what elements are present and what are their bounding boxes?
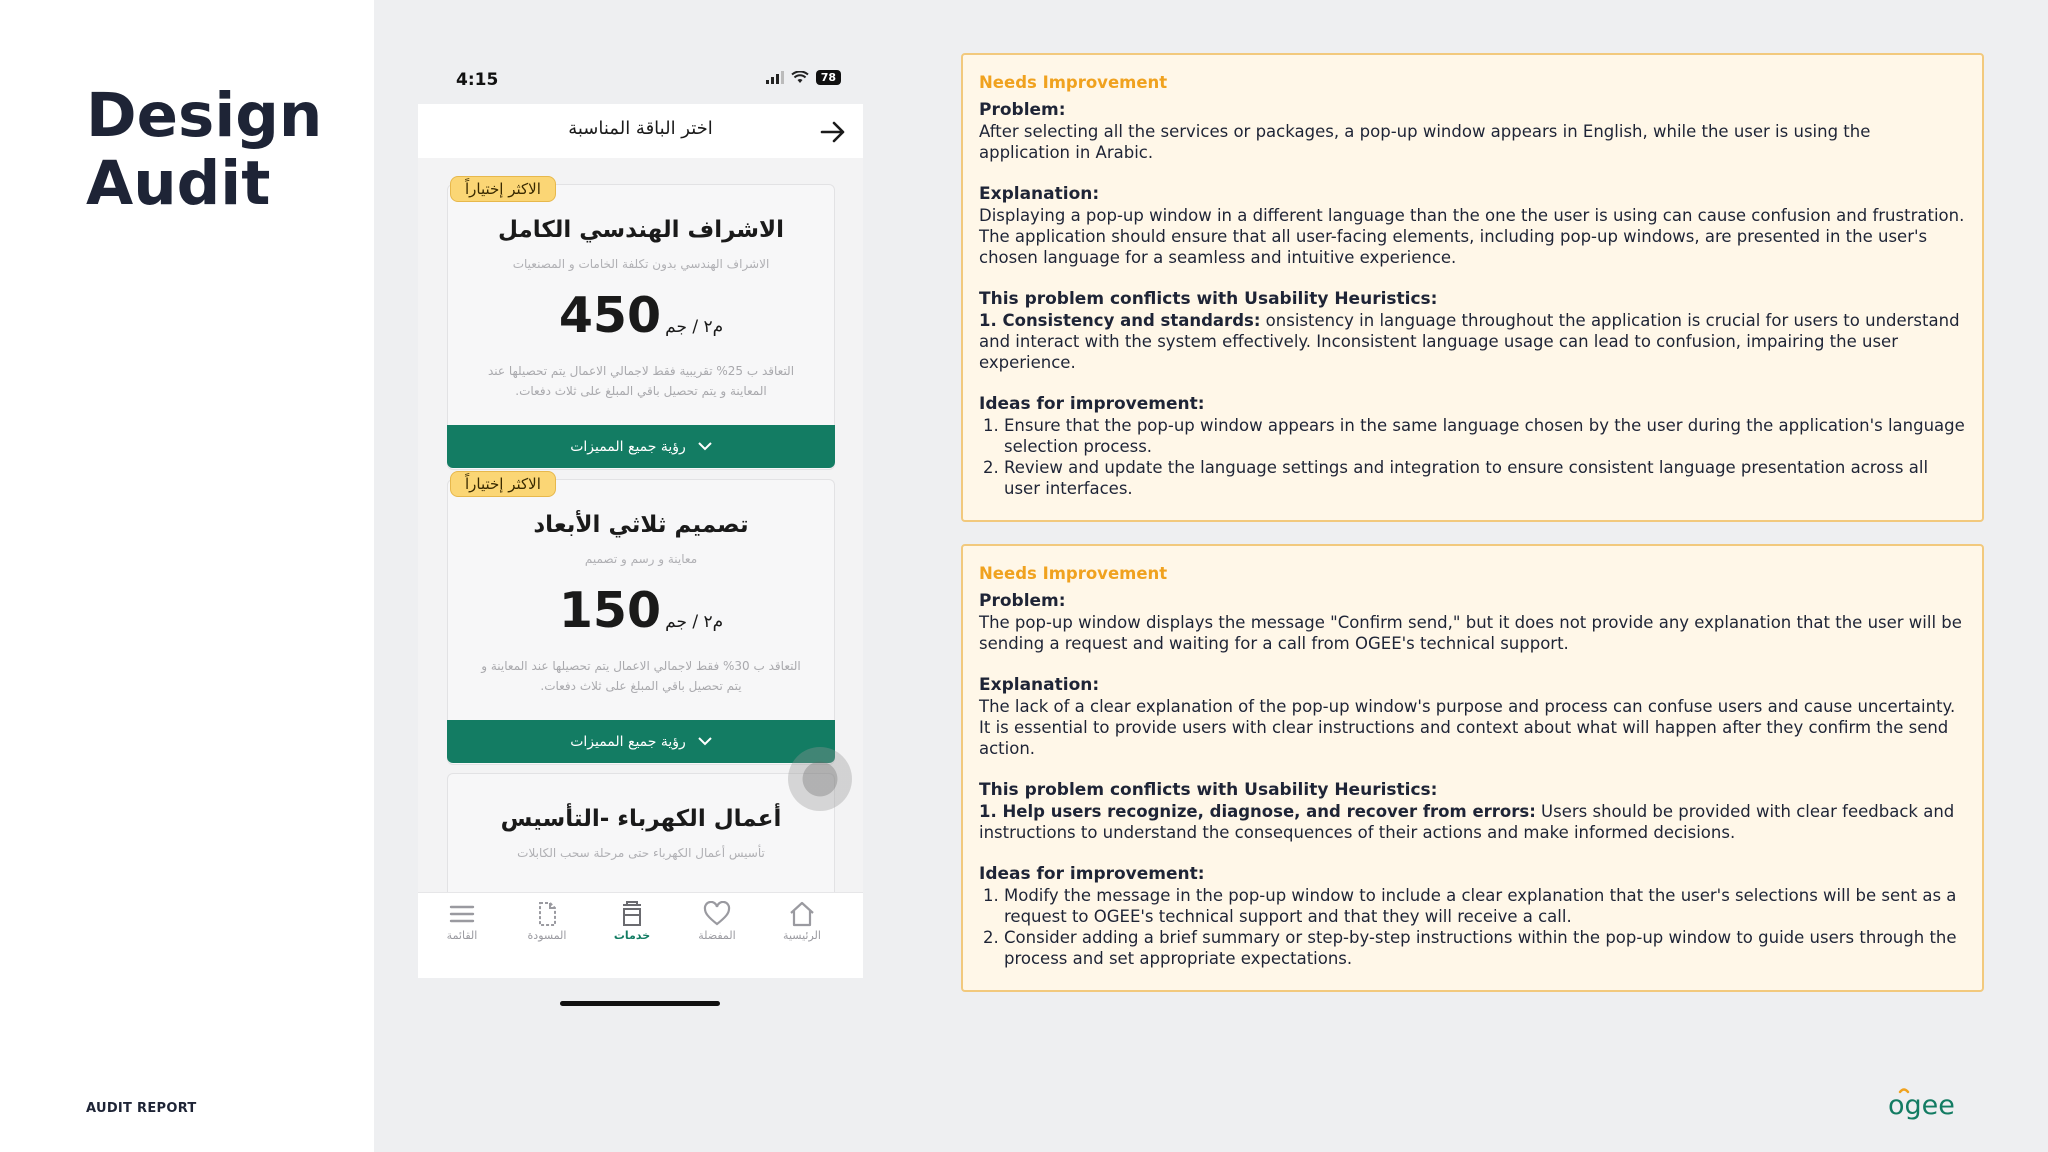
cellular-signal-icon (766, 71, 784, 84)
conflict-heading: This problem conflicts with Usability Heuristics: (979, 289, 1438, 309)
left-panel (0, 0, 374, 1152)
problem-heading: Problem: (979, 591, 1066, 611)
tab-draft[interactable] (512, 901, 582, 942)
most-chosen-badge: الاكثر إختياراً (450, 471, 556, 497)
tab-label: المفضلة (698, 929, 736, 942)
status-icons (766, 70, 841, 85)
explanation-text: Displaying a pop-up window in a different language than the one the user is using can cause confusion and frustration. The application should ensure that all user-facing elements, including pop-up windows, are presented in the user's chosen language for a seamless and intuitive experience. (979, 206, 1965, 267)
title-line-1: Design (86, 80, 323, 151)
feedback-box (961, 53, 1984, 522)
tab-label: المسودة (527, 929, 567, 942)
status-tag: Needs Improvement (979, 73, 1168, 92)
package-note-line: التعاقد ب 30% فقط لاجمالي الاعمال يتم تحصيلها عند المعاينة و (481, 659, 801, 673)
logo-text: ogee (1888, 1090, 1955, 1121)
battery-icon: 78 (816, 70, 841, 85)
package-price (448, 582, 834, 639)
app-header-title: اختر الباقة المناسبة (568, 118, 713, 139)
most-chosen-badge: الاكثر إختياراً (450, 176, 556, 202)
heuristic-description: Users should be provided with clear feedback and instructions to understand the consequences of their actions and make informed decisions. (979, 802, 1955, 842)
features-button-label: رؤية جميع المميزات (570, 733, 686, 750)
view-all-features-button[interactable] (447, 425, 835, 468)
package-subtitle: الاشراف الهندسي بدون تكلفة الخامات و المصنعيات (512, 257, 770, 271)
services-icon (618, 901, 646, 927)
home-icon (788, 901, 816, 927)
heuristic-description: onsistency in language throughout the application is crucial for users to understand and interact with the system effectively. Inconsistent language usage can lead to confusion, impairing the user experience. (979, 311, 1960, 372)
tab-services[interactable] (597, 901, 667, 942)
tab-label: القائمة (446, 929, 478, 942)
ogee-logo (1888, 1086, 1964, 1126)
idea-item: 2. Review and update the language settings and integration to ensure consistent language presentation across all user interfaces. (1004, 457, 1966, 499)
package-title: تصميم ثلاثي الأبعاد (533, 512, 749, 538)
problem-text: After selecting all the services or packages, a pop-up window appears in English, while the user is using the application in Arabic. (979, 122, 1871, 162)
package-note-line: المعاينة و يتم تحصيل باقي المبلغ على ثلاث دفعات. (515, 384, 767, 398)
heuristic-name: 1. Help users recognize, diagnose, and recover from errors: (979, 802, 1536, 821)
package-subtitle: تأسيس أعمال الكهرباء حتى مرحلة سحب الكابلات (517, 846, 765, 860)
phone-mockup (418, 60, 863, 1010)
chevron-down-icon (698, 737, 712, 746)
status-bar (418, 60, 863, 104)
conflict-text (979, 310, 1966, 373)
problem-text: The pop-up window displays the message "Confirm send," but it does not provide any explanation that the user will be sending a request and waiting for a call from OGEE's technical support. (979, 613, 1962, 653)
explanation-heading: Explanation: (979, 675, 1100, 695)
explanation-heading: Explanation: (979, 184, 1100, 204)
feedback-box (961, 544, 1984, 992)
price-value: 450 (558, 287, 662, 344)
tab-label: الرئيسية (783, 929, 821, 942)
idea-item: 1. Ensure that the pop-up window appears in the same language chosen by the user during the application's language selection process. (1004, 415, 1966, 457)
package-card[interactable] (447, 475, 835, 765)
footer-label: AUDIT REPORT (86, 1101, 197, 1116)
package-title: أعمال الكهرباء -التأسيس (500, 806, 782, 832)
idea-item: 1. Modify the message in the pop-up window to include a clear explanation that the user's selections will be sent as a request to OGEE's technical support and that they will receive a call. (1004, 885, 1966, 927)
price-unit: م٢ / جم (665, 317, 724, 337)
ideas-list (979, 885, 1966, 969)
problem-heading: Problem: (979, 100, 1066, 120)
touch-indicator (788, 747, 852, 811)
tab-home[interactable] (767, 901, 837, 942)
price-unit: م٢ / جم (665, 612, 724, 632)
explanation-text: The lack of a clear explanation of the pop-up window's purpose and process can confuse users and cause uncertainty. It is essential to provide users with clear instructions and context about what will happen after they confirm the send action. (979, 697, 1956, 758)
status-tag: Needs Improvement (979, 564, 1168, 583)
ideas-heading: Ideas for improvement: (979, 394, 1205, 414)
package-note-line: يتم تحصيل باقي المبلغ على ثلاث دفعات. (540, 679, 742, 693)
package-card[interactable] (447, 180, 835, 470)
app-screen (418, 104, 863, 978)
package-price (448, 287, 834, 344)
menu-icon (448, 901, 476, 927)
wifi-icon (791, 71, 809, 84)
idea-item: 2. Consider adding a brief summary or step-by-step instructions within the pop-up window to guide users through the process and set appropriate expectations. (1004, 927, 1966, 969)
package-subtitle: معاينة و رسم و تصميم (584, 552, 698, 566)
ideas-list (979, 415, 1966, 499)
conflict-heading: This problem conflicts with Usability Heuristics: (979, 780, 1438, 800)
heart-icon (703, 901, 731, 927)
package-title: الاشراف الهندسي الكامل (497, 217, 785, 243)
tab-favorites[interactable] (682, 901, 752, 942)
arrow-right-icon[interactable] (817, 116, 849, 148)
chevron-down-icon (698, 442, 712, 451)
draft-icon (533, 901, 561, 927)
package-note-line: التعاقد ب 25% تقريبية فقط لاجمالي الاعمال يتم تحصيلها عند (487, 364, 795, 378)
package-note (464, 361, 818, 401)
page-title (86, 82, 322, 218)
bottom-tab-bar (418, 892, 863, 978)
title-line-2: Audit (86, 148, 271, 219)
tab-label: خدمات (613, 929, 651, 942)
conflict-text (979, 801, 1966, 843)
features-button-label: رؤية جميع المميزات (570, 438, 686, 455)
status-time: 4:15 (456, 70, 499, 90)
package-note (464, 656, 818, 696)
tab-menu[interactable] (427, 901, 497, 942)
heuristic-name: 1. Consistency and standards: (979, 311, 1261, 330)
app-header (418, 104, 863, 158)
price-value: 150 (558, 582, 662, 639)
home-indicator (560, 1001, 720, 1006)
view-all-features-button[interactable] (447, 720, 835, 763)
ideas-heading: Ideas for improvement: (979, 864, 1205, 884)
